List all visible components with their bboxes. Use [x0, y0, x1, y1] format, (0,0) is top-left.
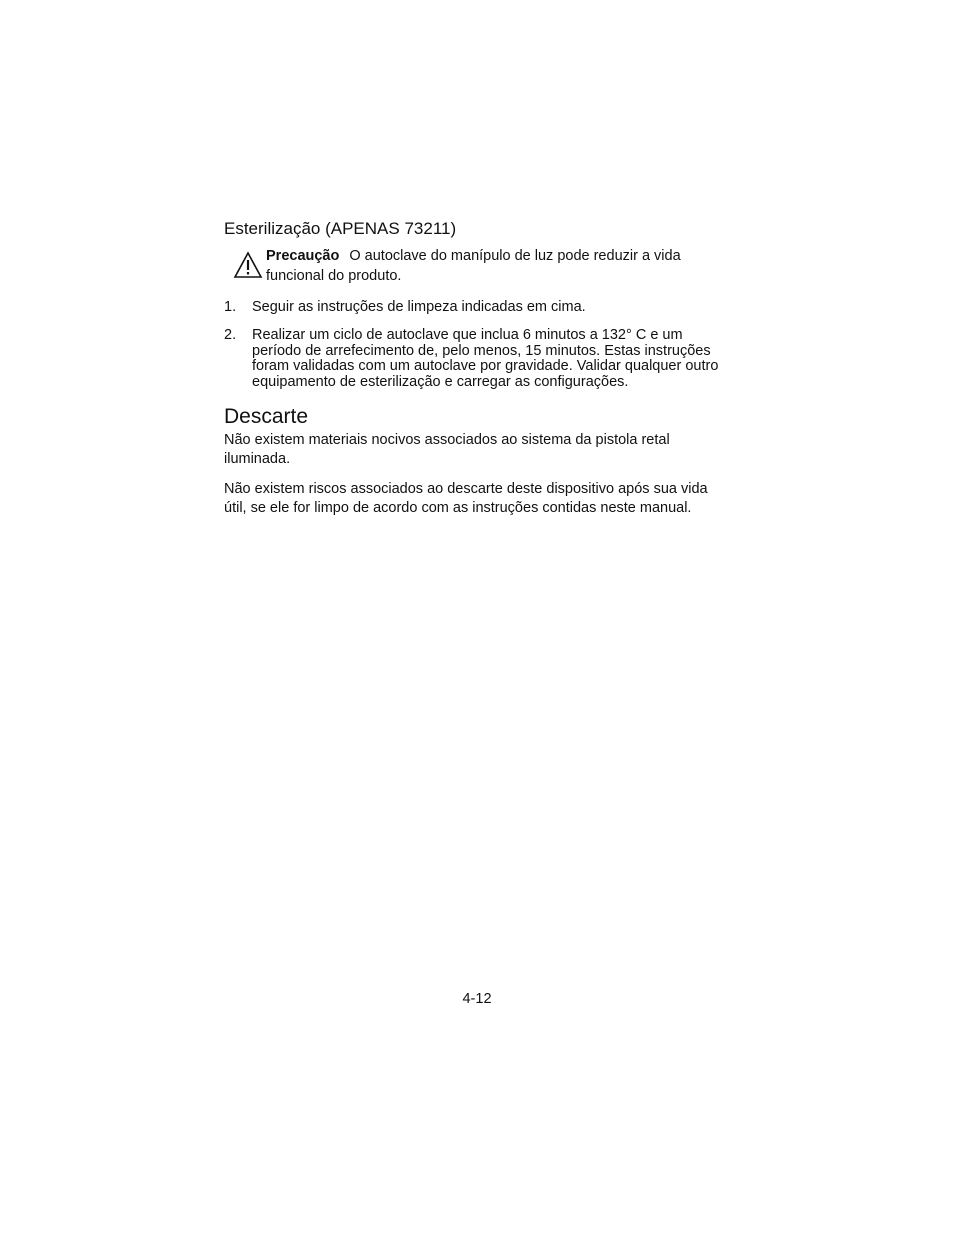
step-number: 2.: [224, 326, 237, 343]
step-text: Seguir as instruções de limpeza indicadas em cima.: [252, 299, 586, 315]
caution-label: Precaução: [266, 248, 340, 264]
disposal-heading: Descarte: [224, 404, 309, 428]
page-content: [224, 218, 724, 529]
list-item: [224, 328, 724, 391]
sterilization-subheading: Esterilização (APENAS 73211): [224, 219, 457, 238]
sterilization-steps: [224, 300, 724, 391]
disposal-paragraph: Não existem materiais nocivos associados ao sistema da pistola retal iluminada.: [224, 431, 670, 467]
step-text: Realizar um ciclo de autoclave que inclua 6 minutos a 132° C e um período de arrefecimento de, pelo menos, 15 minutos. Estas instruções foram validadas com um autoclave por gravidade. Validar qualquer outro equipamento de esterilização e carregar as configurações.: [252, 326, 719, 391]
caution-note: [224, 246, 724, 286]
list-item: [224, 300, 724, 316]
warning-triangle-icon: [233, 251, 263, 279]
step-number: 1.: [224, 299, 237, 315]
caution-text: O autoclave do manípulo de luz pode reduzir a vida funcional do produto.: [266, 248, 681, 284]
disposal-paragraph: Não existem riscos associados ao descarte deste dispositivo após sua vida útil, se ele for limpo de acordo com as instruções contidas neste manual.: [224, 480, 708, 516]
page-number: 4-12: [462, 991, 492, 1007]
